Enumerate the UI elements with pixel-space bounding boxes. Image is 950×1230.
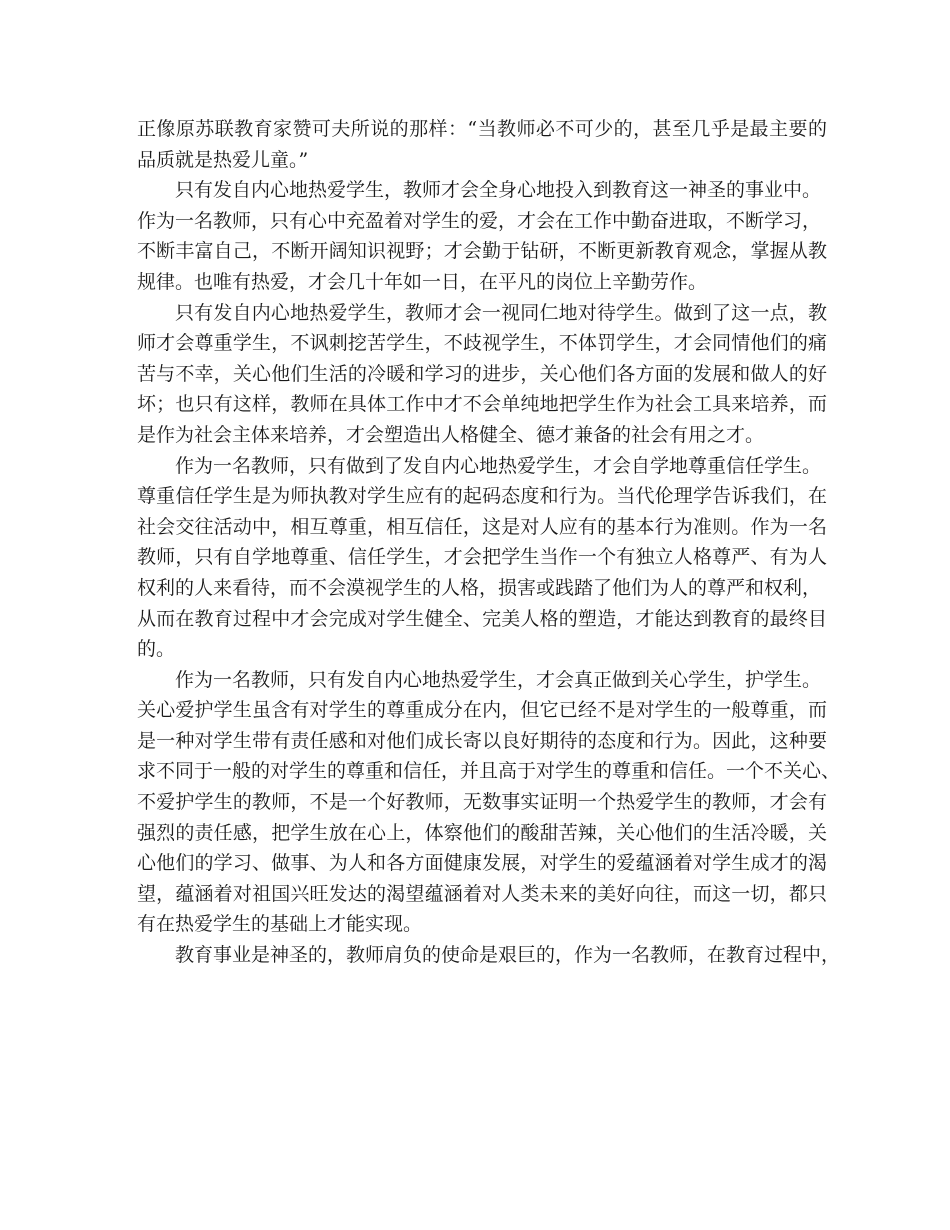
text-line: 坏；也只有这样，教师在具体工作中才不会单纯地把学生作为社会工具来培养，而 (137, 393, 827, 416)
text-line: 的。 (137, 638, 176, 661)
text-line: 师才会尊重学生，不讽刺挖苦学生，不歧视学生，不体罚学生，才会同情他们的痛 (137, 332, 827, 355)
text-line: 教师，只有自学地尊重、信任学生，才会把学生当作一个有独立人格尊严、有为人 (137, 546, 827, 569)
text-line: 苦与不幸，关心他们生活的冷暖和学习的进步，关心他们各方面的发展和做人的好 (137, 362, 827, 385)
text-line: 是一种对学生带有责任感和对他们成长寄以良好期待的态度和行为。因此，这种要 (137, 729, 827, 752)
text-line: 求不同于一般的对学生的尊重和信任，并且高于对学生的尊重和信任。一个不关心、 (137, 760, 841, 783)
text-line: 权利的人来看待，而不会漠视学生的人格，损害或践踏了他们为人的尊严和权利， (137, 576, 822, 599)
text-line: 正像原苏联教育家赞可夫所说的那样：“当教师必不可少的，甚至几乎是最主要的 (137, 118, 827, 140)
text-line: 是作为社会主体来培养，才会塑造出人格健全、德才兼备的社会有用之才。 (137, 423, 765, 446)
text-line: 从而在教育过程中才会完成对学生健全、完美人格的塑造，才能达到教育的最终目 (137, 607, 827, 630)
text-line: 不断丰富自己，不断开阔知识视野；才会勤于钻研，不断更新教育观念，掌握从教 (137, 240, 827, 263)
body-text (137, 114, 841, 971)
text-line: 有在热爱学生的基础上才能实现。 (137, 913, 423, 936)
text-line: 品质就是热爱儿童。” (137, 148, 309, 171)
text-line: 望，蕴涵着对祖国兴旺发达的渴望蕴涵着对人类未来的美好向往，而这一切，都只 (137, 882, 827, 905)
paragraph-first-line: 作为一名教师，只有发自内心地热爱学生，才会真正做到关心学生，护学生。 (175, 668, 822, 691)
text-line: 规律。也唯有热爱，才会几十年如一日，在平凡的岗位上辛勤劳作。 (137, 270, 708, 293)
paragraph-first-line: 只有发自内心地热爱学生，教师才会全身心地投入到教育这一神圣的事业中。 (175, 179, 822, 202)
paragraph-first-line: 只有发自内心地热爱学生，教师才会一视同仁地对待学生。做到了这一点，教 (175, 301, 827, 324)
text-line: 心他们的学习、做事、为人和各方面健康发展，对学生的爱蕴涵着对学生成才的渴 (137, 852, 827, 875)
text-line: 关心爱护学生虽含有对学生的尊重成分在内，但它已经不是对学生的一般尊重，而 (137, 699, 827, 722)
paragraph-first-line: 作为一名教师，只有做到了发自内心地热爱学生，才会自学地尊重信任学生。 (175, 454, 822, 477)
text-line: 社会交往活动中，相互尊重，相互信任，这是对人应有的基本行为准则。作为一名 (137, 515, 827, 538)
text-line: 强烈的责任感，把学生放在心上，体察他们的酸甜苦辣，关心他们的生活冷暖，关 (137, 821, 827, 844)
text-line: 作为一名教师，只有心中充盈着对学生的爱，才会在工作中勤奋进取，不断学习， (137, 209, 822, 232)
text-line: 不爱护学生的教师，不是一个好教师，无数事实证明一个热爱学生的教师，才会有 (137, 791, 827, 814)
paragraph-first-line: 教育事业是神圣的，教师肩负的使命是艰巨的，作为一名教师，在教育过程中， (175, 944, 841, 967)
text-line: 尊重信任学生是为师执教对学生应有的起码态度和行为。当代伦理学告诉我们，在 (137, 485, 827, 508)
